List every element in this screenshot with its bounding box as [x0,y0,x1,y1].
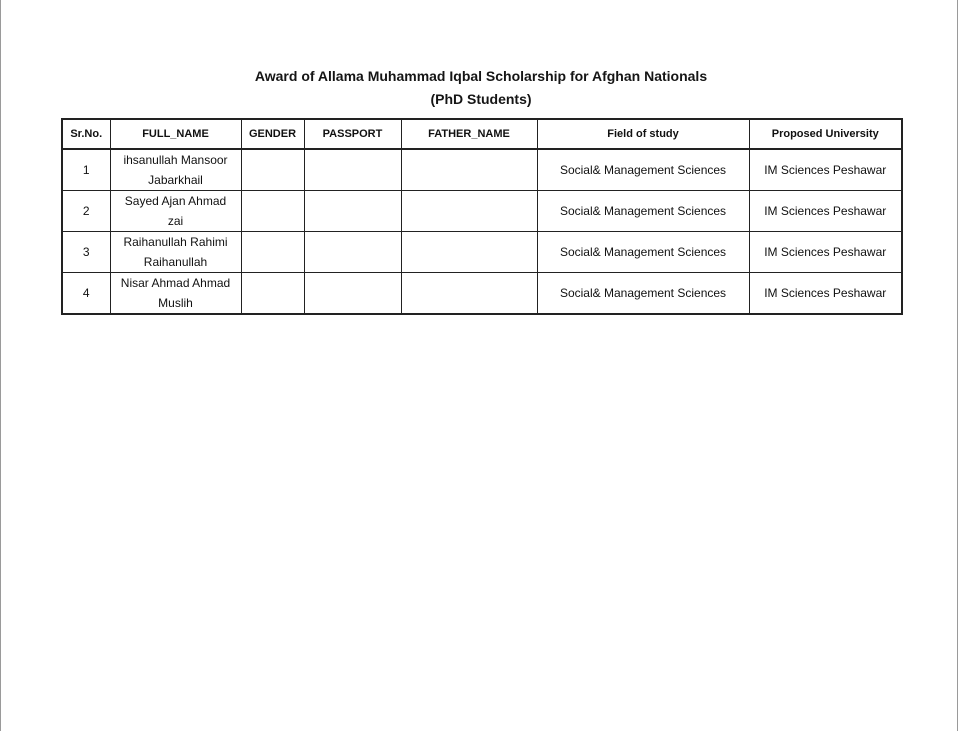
name-line-2: Jabarkhail [148,173,203,187]
name-line-1: ihsanullah Mansoor [123,153,228,167]
name-line-1: Nisar Ahmad Ahmad [120,276,231,290]
cell-passport [304,149,401,191]
document-subtitle: (PhD Students) [430,91,532,107]
cell-full-name [110,149,241,191]
cell-gender [241,273,304,315]
cell-passport [304,232,401,273]
cell-proposed-university: IM Sciences Peshawar [749,232,902,273]
cell-full-name [110,191,241,232]
table-row [62,191,902,232]
name-line-1: Sayed Ajan Ahmad [124,194,227,208]
document-title: Award of Allama Muhammad Iqbal Scholarship for Afghan Nationals [254,68,708,84]
name-line-1: Raihanullah Rahimi [123,235,228,249]
header-proposed-university: Proposed University [749,119,902,149]
cell-full-name [110,273,241,315]
name-line-2: zai [167,214,184,228]
cell-sr-no: 2 [62,191,110,232]
cell-father-name [401,149,537,191]
cell-proposed-university: IM Sciences Peshawar [749,149,902,191]
cell-father-name [401,273,537,315]
name-line-2: Muslih [158,296,193,310]
header-gender: GENDER [241,119,304,149]
cell-field-of-study: Social& Management Sciences [537,191,749,232]
header-father-name: FATHER_NAME [401,119,537,149]
cell-sr-no: 4 [62,273,110,315]
header-full-name: FULL_NAME [110,119,241,149]
header-sr-no: Sr.No. [62,119,110,149]
cell-sr-no: 1 [62,149,110,191]
cell-father-name [401,191,537,232]
scholarship-table [61,118,903,315]
cell-gender [241,149,304,191]
header-passport: PASSPORT [304,119,401,149]
name-line-2: Raihanullah [143,255,208,269]
cell-full-name [110,232,241,273]
cell-field-of-study: Social& Management Sciences [537,232,749,273]
table-row [62,149,902,191]
cell-passport [304,273,401,315]
cell-father-name [401,232,537,273]
cell-passport [304,191,401,232]
cell-sr-no: 3 [62,232,110,273]
table-row [62,232,902,273]
cell-field-of-study: Social& Management Sciences [537,149,749,191]
cell-proposed-university: IM Sciences Peshawar [749,191,902,232]
cell-field-of-study: Social& Management Sciences [537,273,749,315]
header-field-of-study: Field of study [537,119,749,149]
table-row [62,273,902,315]
cell-proposed-university: IM Sciences Peshawar [749,273,902,315]
cell-gender [241,191,304,232]
cell-gender [241,232,304,273]
table-header-row [62,119,902,149]
